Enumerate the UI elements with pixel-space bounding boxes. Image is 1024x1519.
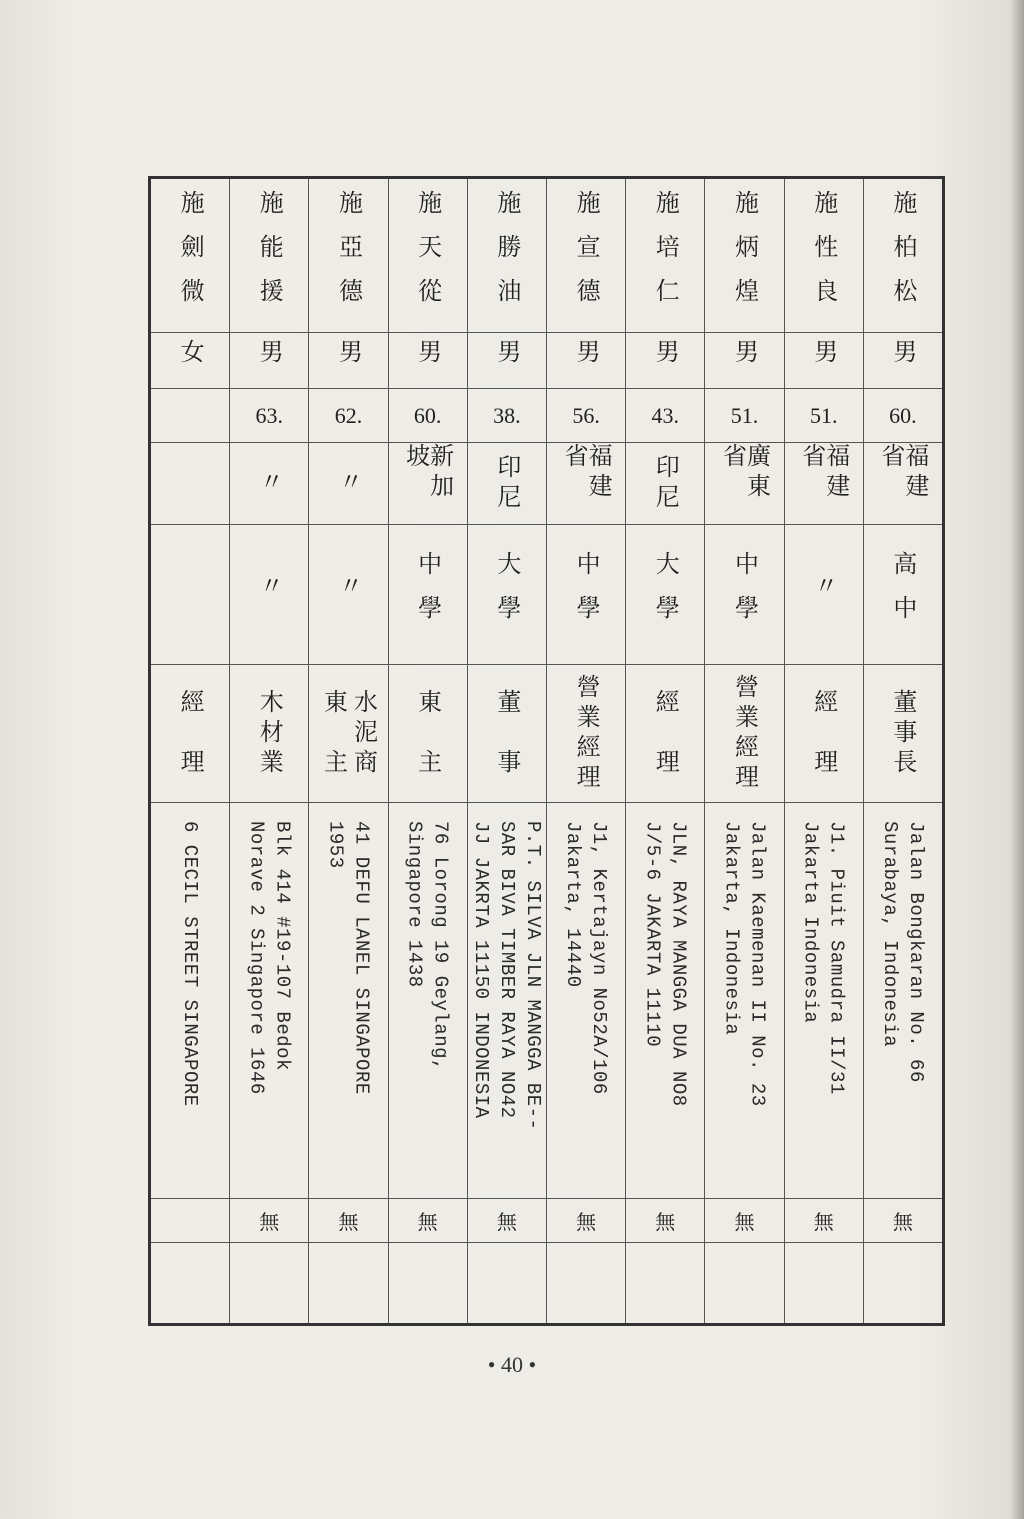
member-record: 無: [338, 1210, 359, 1234]
member-address: [798, 821, 850, 1095]
occupation-cell: [864, 665, 942, 803]
education-cell: [705, 525, 783, 665]
sex-cell: [705, 333, 783, 389]
member-education: 大學: [651, 550, 680, 639]
occupation-group: [176, 688, 205, 779]
member-occupation: 經 理: [651, 688, 680, 779]
member-name: 施天從: [413, 189, 442, 322]
member-sex: 男: [888, 338, 917, 383]
member-age: 51.: [809, 402, 838, 428]
member-sex: 男: [413, 338, 442, 383]
age-cell: [230, 389, 308, 443]
member-register-table: [148, 176, 945, 1326]
member-name: 施宣德: [572, 189, 601, 322]
address-line: Surabaya, Indonesia: [878, 821, 901, 1048]
member-birthplace: 印尼: [492, 453, 521, 514]
member-birthplace: 福建省: [876, 443, 929, 503]
member-address: [877, 821, 929, 1083]
sex-cell: [230, 333, 308, 389]
name-cell: [389, 179, 467, 333]
member-education: 大學: [492, 550, 521, 639]
member-age: 63.: [255, 402, 284, 428]
member-occupation: 經 理: [809, 688, 838, 779]
member-sex: 男: [334, 338, 363, 383]
address-line: Singapore 1438: [403, 821, 426, 988]
record-cell: [864, 1199, 942, 1243]
age-cell: [309, 389, 387, 443]
entry-column: [546, 179, 625, 1323]
entry-column: [784, 179, 863, 1323]
member-address: [639, 821, 691, 1107]
page-edge-shadow: [1010, 0, 1024, 1519]
address-cell: [151, 803, 229, 1199]
occupation-group: [730, 673, 759, 794]
member-occupation: 董 事: [492, 688, 521, 779]
member-record: 無: [576, 1210, 597, 1234]
birthplace-cell: [626, 443, 704, 525]
member-occupation: 董事長: [888, 688, 917, 779]
member-occupation: 經 理: [176, 688, 205, 779]
member-occupation: 營業經理: [572, 673, 601, 794]
member-address: [402, 821, 454, 1071]
member-age: 38.: [493, 402, 521, 428]
occupation-cell: [389, 665, 467, 803]
education-cell: [151, 525, 229, 665]
blank-cell: [230, 1243, 308, 1323]
birthplace-cell: [864, 443, 942, 525]
member-record: 無: [813, 1210, 834, 1234]
blank-cell: [389, 1243, 467, 1323]
birthplace-cell: [389, 443, 467, 525]
member-record: 無: [417, 1210, 438, 1234]
occupation-cell: [705, 665, 783, 803]
member-occupation: 營業經理: [730, 673, 759, 794]
member-age: 43.: [651, 402, 680, 428]
sex-cell: [785, 333, 863, 389]
member-address: [243, 821, 295, 1095]
member-occupation-secondary: 東 主: [319, 688, 348, 779]
address-line: Jakarta, 14440: [562, 821, 585, 988]
blank-cell: [626, 1243, 704, 1323]
address-line: Jalan Bongkaran No. 66: [904, 821, 927, 1083]
address-line: SAR BIVA TIMBER RAYA NO42: [495, 821, 518, 1119]
sex-cell: [468, 333, 546, 389]
sex-cell: [389, 333, 467, 389]
address-line: P.T. SILVA JLN MANGGA BE--: [521, 821, 544, 1131]
occupation-group: [572, 673, 601, 794]
record-cell: [547, 1199, 625, 1243]
address-line: J1. Piuit Samudra II/31: [825, 821, 848, 1095]
member-age: 51.: [730, 402, 759, 428]
education-cell: [389, 525, 467, 665]
member-name: 施勝油: [492, 189, 521, 322]
name-cell: [151, 179, 229, 333]
age-cell: [864, 389, 942, 443]
address-line: Jakarta, Indonesia: [720, 821, 743, 1036]
address-cell: [705, 803, 783, 1199]
name-cell: [705, 179, 783, 333]
age-cell: [389, 389, 467, 443]
member-record: 無: [892, 1210, 913, 1234]
address-line: 76 Lorong 19 Geylang,: [429, 821, 452, 1071]
record-cell: [151, 1199, 229, 1243]
member-sex: 男: [572, 338, 601, 383]
blank-cell: [151, 1243, 229, 1323]
education-cell: [309, 525, 387, 665]
address-cell: [389, 803, 467, 1199]
address-cell: [864, 803, 942, 1199]
member-education: 中學: [572, 550, 601, 639]
member-name: 施性良: [809, 189, 838, 322]
address-cell: [785, 803, 863, 1199]
name-cell: [468, 179, 546, 333]
member-name: 施培仁: [651, 189, 680, 322]
sex-cell: [626, 333, 704, 389]
occupation-group: [651, 688, 680, 779]
address-line: J/5-6 JAKARTA 11110: [641, 821, 664, 1048]
member-record: 無: [259, 1210, 280, 1234]
occupation-group: [809, 688, 838, 779]
member-birthplace: 福建省: [560, 443, 613, 503]
occupation-cell: [309, 665, 387, 803]
member-education: 〃: [809, 572, 838, 617]
sex-cell: [309, 333, 387, 389]
address-line: Jalan Kaemenan II No. 23: [746, 821, 769, 1107]
member-name: 施劍微: [176, 189, 205, 322]
education-cell: [547, 525, 625, 665]
occupation-cell: [230, 665, 308, 803]
member-sex: 男: [809, 338, 838, 383]
entry-column: [151, 179, 229, 1323]
name-cell: [230, 179, 308, 333]
age-cell: [785, 389, 863, 443]
member-education: 〃: [255, 572, 284, 617]
record-cell: [309, 1199, 387, 1243]
record-cell: [626, 1199, 704, 1243]
address-cell: [309, 803, 387, 1199]
birthplace-cell: [785, 443, 863, 525]
member-record: 無: [734, 1210, 755, 1234]
member-age: 60.: [413, 402, 442, 428]
education-cell: [864, 525, 942, 665]
member-occupation: 東 主: [413, 688, 442, 779]
age-cell: [547, 389, 625, 443]
birthplace-cell: [230, 443, 308, 525]
member-sex: 女: [176, 338, 205, 383]
record-cell: [785, 1199, 863, 1243]
member-age: 60.: [889, 402, 917, 428]
address-cell: [230, 803, 308, 1199]
birthplace-cell: [151, 443, 229, 525]
address-line: JLN, RAYA MANGGA DUA NO8: [667, 821, 690, 1107]
blank-cell: [547, 1243, 625, 1323]
address-cell: [547, 803, 625, 1199]
member-education: 〃: [334, 572, 363, 617]
record-cell: [705, 1199, 783, 1243]
blank-cell: [785, 1243, 863, 1323]
occupation-cell: [151, 665, 229, 803]
entry-column: [863, 179, 942, 1323]
member-address: [322, 821, 374, 1095]
record-cell: [468, 1199, 546, 1243]
member-name: 施柏松: [888, 189, 917, 322]
occupation-cell: [785, 665, 863, 803]
member-birthplace: 新加坡: [401, 443, 454, 503]
name-cell: [785, 179, 863, 333]
education-cell: [626, 525, 704, 665]
sex-cell: [151, 333, 229, 389]
member-record: 無: [655, 1210, 676, 1234]
address-line: Jakarta Indonesia: [799, 821, 822, 1024]
occupation-cell: [468, 665, 546, 803]
member-age: 56.: [572, 402, 600, 428]
member-birthplace: 印尼: [651, 453, 680, 514]
sex-cell: [547, 333, 625, 389]
blank-cell: [309, 1243, 387, 1323]
occupation-cell: [626, 665, 704, 803]
member-sex: 男: [492, 338, 521, 383]
member-birthplace: 〃: [334, 468, 363, 499]
address-line: JJ JAKRTA 11150 INDONESIA: [469, 821, 492, 1119]
member-address: [177, 821, 203, 1107]
member-education: 中學: [413, 550, 442, 639]
age-cell: [151, 389, 229, 443]
blank-cell: [864, 1243, 942, 1323]
birthplace-cell: [468, 443, 546, 525]
entry-column: [229, 179, 308, 1323]
occupation-group: [492, 688, 521, 779]
member-address: [718, 821, 770, 1107]
sex-cell: [864, 333, 942, 389]
occupation-group: [255, 688, 284, 779]
education-cell: [468, 525, 546, 665]
member-occupation: 水泥商: [349, 688, 378, 779]
member-address: [468, 821, 546, 1130]
member-name: 施能援: [255, 189, 284, 322]
member-sex: 男: [730, 338, 759, 383]
name-cell: [309, 179, 387, 333]
blank-cell: [705, 1243, 783, 1323]
address-cell: [468, 803, 546, 1199]
entry-column: [467, 179, 546, 1323]
member-birthplace: 〃: [255, 468, 284, 499]
name-cell: [547, 179, 625, 333]
member-record: 無: [496, 1210, 517, 1234]
age-cell: [626, 389, 704, 443]
address-line: J1, Kertajayn No52A/106: [588, 821, 611, 1095]
member-address: [560, 821, 612, 1095]
member-sex: 男: [651, 338, 680, 383]
member-sex: 男: [255, 338, 284, 383]
address-line: Norave 2 Singapore 1646: [245, 821, 268, 1095]
member-education: 中學: [730, 550, 759, 639]
member-education: 高中: [888, 550, 917, 639]
entry-column: [308, 179, 387, 1323]
member-birthplace: 福建省: [797, 443, 850, 503]
occupation-group: [413, 688, 442, 779]
member-age: 62.: [334, 402, 363, 428]
entry-column: [625, 179, 704, 1323]
name-cell: [626, 179, 704, 333]
blank-cell: [468, 1243, 546, 1323]
address-line: 41 DEFU LANEL SINGAPORE: [350, 821, 373, 1095]
address-line: 1953: [324, 821, 347, 869]
age-cell: [705, 389, 783, 443]
address-line: Blk 414 #19-107 Bedok: [271, 821, 294, 1071]
member-name: 施亞德: [334, 189, 363, 322]
occupation-cell: [547, 665, 625, 803]
entry-column: [388, 179, 467, 1323]
birthplace-cell: [547, 443, 625, 525]
entry-column: [704, 179, 783, 1323]
record-cell: [230, 1199, 308, 1243]
birthplace-cell: [705, 443, 783, 525]
occupation-group: [319, 688, 378, 779]
page-number: • 40 •: [487, 1352, 537, 1377]
education-cell: [785, 525, 863, 665]
address-cell: [626, 803, 704, 1199]
education-cell: [230, 525, 308, 665]
member-birthplace: 廣東省: [718, 443, 771, 503]
record-cell: [389, 1199, 467, 1243]
member-name: 施炳煌: [730, 189, 759, 322]
age-cell: [468, 389, 546, 443]
birthplace-cell: [309, 443, 387, 525]
occupation-group: [888, 688, 917, 779]
address-line: 6 CECIL STREET SINGAPORE: [179, 821, 202, 1107]
name-cell: [864, 179, 942, 333]
member-occupation: 木材業: [255, 688, 284, 779]
